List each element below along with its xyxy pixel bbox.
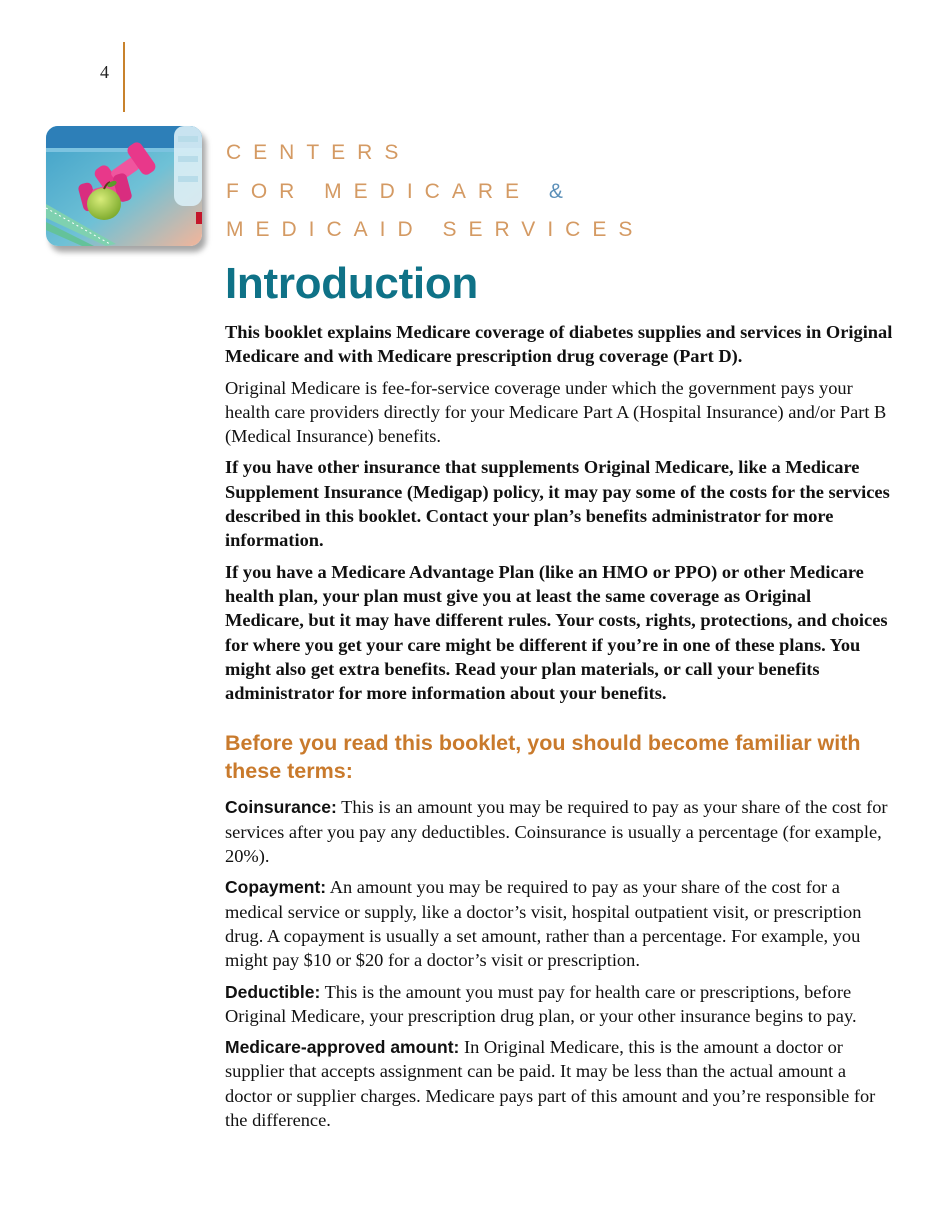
intro-paragraph-other-insurance: If you have other insurance that supplements Original Medicare, like a Medicare Supplement Insurance (Medigap) policy, it may pay some of the costs for the services described in this booklet. Contact your plan’s benefits administrator for more information. xyxy=(225,457,890,551)
term-name: Medicare-approved amount: xyxy=(225,1037,460,1058)
page-number: 4 xyxy=(100,62,109,82)
term-definition: This is an amount you may be required to pay as your share of the cost for services after you pay any deductibles. Coinsurance is usually a percentage (for example, 20%). xyxy=(225,797,888,867)
term-deductible xyxy=(225,980,893,1029)
term-definition: In Original Medicare, this is the amount a doctor or supplier that accepts assignment can be paid. It may be less than the actual amount a doctor or supplier charges. Medicare pays part of this amount and you’re responsible for the difference. xyxy=(225,1037,876,1131)
term-name: Deductible: xyxy=(225,981,321,1002)
page-title: Introduction xyxy=(225,259,479,308)
intro-lead: This booklet explains Medicare coverage of diabetes supplies and services in Original Medicare and with Medicare prescription drug coverage (Part D). xyxy=(225,322,893,367)
agency-name xyxy=(226,134,644,250)
term-name: Coinsurance: xyxy=(225,797,337,818)
page-number-divider xyxy=(123,42,125,112)
term-definition: An amount you may be required to pay as your share of the cost for a medical service or supply, like a doctor’s visit, hospital outpatient visit, or prescription drug. A copayment is usually a set amount, rather than a percentage. For example, you might pay $10 or $20 for a doctor’s visit or prescription. xyxy=(225,877,862,971)
agency-line-2-text: FOR MEDICARE xyxy=(226,179,532,203)
agency-line-2 xyxy=(226,173,644,212)
intro-paragraph-advantage-plan: If you have a Medicare Advantage Plan (like an HMO or PPO) or other Medicare health plan, your plan must give you at least the same coverage as Original Medicare, but it may have different rules. Your costs, rights, protections, and choices for where you get your care might be different if you’re in one of these plans. You might also get extra benefits. Read your plan materials, or call your benefits administrator for more information about your benefits. xyxy=(225,561,888,704)
term-medicare-approved-amount xyxy=(225,1035,893,1132)
agency-ampersand: & xyxy=(548,179,575,203)
agency-line-3: MEDICAID SERVICES xyxy=(226,218,645,241)
agency-line-1: CENTERS xyxy=(226,141,411,164)
term-name: Copayment: xyxy=(225,877,327,898)
main-content xyxy=(225,258,893,1139)
term-coinsurance xyxy=(225,795,893,868)
intro-paragraph-original-medicare: Original Medicare is fee-for-service coverage under which the government pays your health care providers directly for your Medicare Part A (Hospital Insurance) and/or Part B (Medical Insurance) benefits. xyxy=(225,377,887,447)
fitness-photo xyxy=(46,126,202,246)
term-definition: This is the amount you must pay for health care or prescriptions, before Original Medicare, your prescription drug plan, or your other insurance begins to pay. xyxy=(225,981,857,1026)
term-copayment xyxy=(225,875,893,972)
terms-heading: Before you read this booklet, you should become familiar with these terms: xyxy=(225,731,861,784)
